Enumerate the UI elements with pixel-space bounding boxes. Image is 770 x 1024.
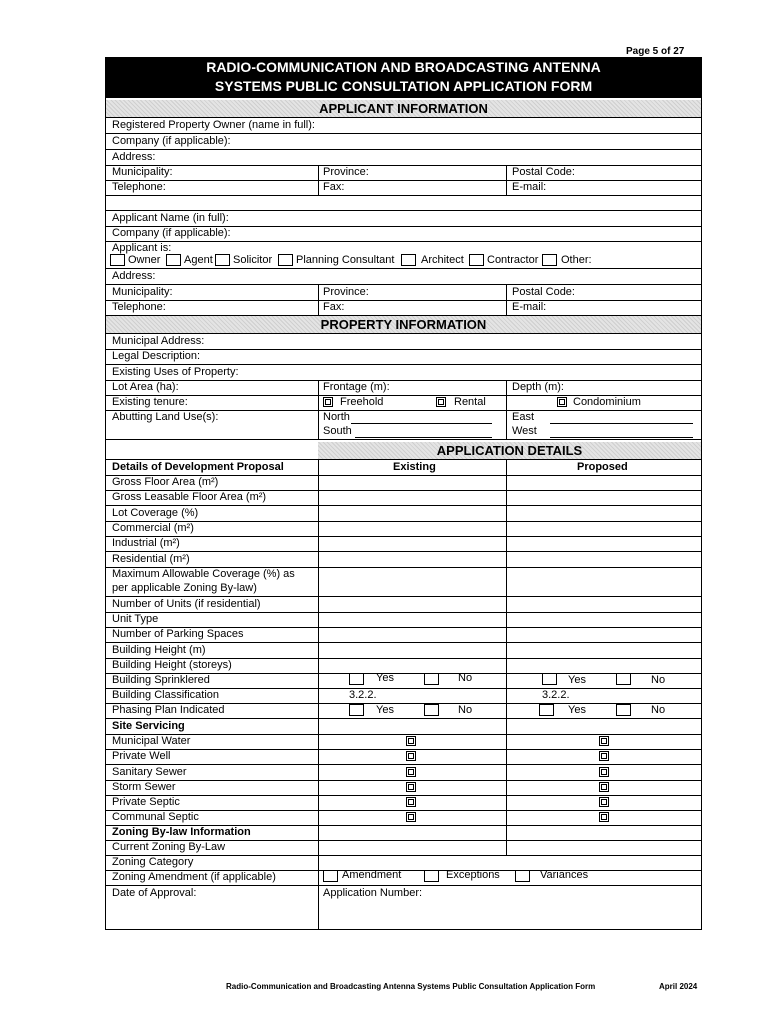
service-row: Private Well xyxy=(106,749,701,765)
proposed-private-septic-checkbox[interactable] xyxy=(599,797,609,807)
proposed-column-header: Proposed xyxy=(577,461,628,473)
date-of-approval-field[interactable]: Date of Approval: xyxy=(112,887,197,899)
proposed-storm-sewer-checkbox[interactable] xyxy=(599,782,609,792)
applicant-fax-field[interactable]: Fax: xyxy=(323,301,345,313)
lot-area-row xyxy=(106,380,701,396)
page-number: Page 5 of 27 xyxy=(626,46,685,57)
owner-address-field[interactable]: Address: xyxy=(106,150,701,166)
condominium-checkbox[interactable] xyxy=(557,397,567,407)
service-row: Sanitary Sewer xyxy=(106,765,701,781)
applicant-name-field[interactable]: Applicant Name (in full): xyxy=(106,211,701,227)
table-row[interactable]: Building Height (storeys) xyxy=(106,658,701,674)
rental-checkbox[interactable] xyxy=(436,397,446,407)
existing-sprinklered-no-checkbox[interactable] xyxy=(424,673,439,685)
footer-date: April 2024 xyxy=(659,982,698,991)
table-row[interactable]: Maximum Allowable Coverage (%) as per applicable Zoning By-law) xyxy=(106,567,701,597)
form-title-line1: RADIO-COMMUNICATION AND BROADCASTING ANTENNA xyxy=(206,59,601,75)
existing-sanitary-sewer-checkbox[interactable] xyxy=(406,767,416,777)
south-input[interactable] xyxy=(355,437,492,438)
agent-checkbox[interactable] xyxy=(166,254,181,266)
phasing-row: Phasing Plan Indicated Yes No Yes No xyxy=(106,703,701,719)
applicant-postal-field[interactable]: Postal Code: xyxy=(512,286,575,298)
table-row[interactable]: Building Height (m) xyxy=(106,643,701,659)
owner-municipality-row xyxy=(106,165,701,181)
applicant-municipality-field[interactable]: Municipality: xyxy=(112,286,173,298)
table-row[interactable]: Unit Type xyxy=(106,612,701,628)
details-header-row xyxy=(106,460,701,476)
applicant-company-field[interactable]: Company (if applicable): xyxy=(106,226,701,242)
existing-classification[interactable]: 3.2.2. xyxy=(349,689,377,701)
table-row[interactable]: Industrial (m²) xyxy=(106,536,701,552)
applicant-province-field[interactable]: Province: xyxy=(323,286,369,298)
applicant-telephone-row xyxy=(106,300,701,316)
architect-checkbox[interactable] xyxy=(401,254,416,266)
application-form xyxy=(105,97,702,930)
owner-municipality-field[interactable]: Municipality: xyxy=(112,166,173,178)
proposed-phasing-yes-checkbox[interactable] xyxy=(539,704,554,716)
existing-private-well-checkbox[interactable] xyxy=(406,751,416,761)
proposed-phasing-no-checkbox[interactable] xyxy=(616,704,631,716)
lot-area-field[interactable]: Lot Area (ha): xyxy=(112,381,179,393)
existing-municipal-water-checkbox[interactable] xyxy=(406,736,416,746)
footer-title: Radio-Communication and Broadcasting Antenna Systems Public Consultation Application Form xyxy=(226,982,596,991)
table-row[interactable]: Lot Coverage (%) xyxy=(106,506,701,522)
existing-sprinklered-yes-checkbox[interactable] xyxy=(349,673,364,685)
proposed-municipal-water-checkbox[interactable] xyxy=(599,736,609,746)
site-servicing-header: Site Servicing xyxy=(106,719,701,735)
application-number-field[interactable]: Application Number: xyxy=(323,887,423,899)
proposed-sprinklered-no-checkbox[interactable] xyxy=(616,673,631,685)
owner-telephone-row xyxy=(106,180,701,196)
service-row: Private Septic xyxy=(106,795,701,811)
owner-email-field[interactable]: E-mail: xyxy=(512,181,547,193)
current-zoning-row[interactable]: Current Zoning By-Law xyxy=(106,840,701,856)
table-row[interactable]: Gross Leasable Floor Area (m²) xyxy=(106,490,701,506)
contractor-checkbox[interactable] xyxy=(469,254,484,266)
north-input[interactable] xyxy=(351,423,492,424)
proposed-sprinklered-yes-checkbox[interactable] xyxy=(542,673,557,685)
blank-row xyxy=(106,196,701,211)
planning-consultant-checkbox[interactable] xyxy=(278,254,293,266)
proposed-classification[interactable]: 3.2.2. xyxy=(542,689,570,701)
solicitor-checkbox[interactable] xyxy=(215,254,230,266)
section-applicant-information: APPLICANT INFORMATION xyxy=(106,100,701,117)
sprinklered-row: Building Sprinklered Yes No Yes No xyxy=(106,673,701,689)
owner-telephone-field[interactable]: Telephone: xyxy=(112,181,166,193)
legal-description-field[interactable]: Legal Description: xyxy=(106,349,701,365)
applicant-is-row: Applicant is: Owner Agent Solicitor Planning Consultant Architect Contractor Other: xyxy=(106,241,701,269)
existing-storm-sewer-checkbox[interactable] xyxy=(406,782,416,792)
applicant-email-field[interactable]: E-mail: xyxy=(512,301,547,313)
table-row[interactable]: Number of Parking Spaces xyxy=(106,627,701,643)
exceptions-checkbox[interactable] xyxy=(424,870,439,882)
owner-checkbox[interactable] xyxy=(110,254,125,266)
form-title-line2: SYSTEMS PUBLIC CONSULTATION APPLICATION FORM xyxy=(214,78,593,94)
registered-owner-field[interactable]: Registered Property Owner (name in full): xyxy=(106,118,701,134)
municipal-address-field[interactable]: Municipal Address: xyxy=(106,334,701,350)
abutting-row: Abutting Land Use(s): North South East West xyxy=(106,411,701,440)
table-row[interactable]: Commercial (m²) xyxy=(106,521,701,537)
depth-field[interactable]: Depth (m): xyxy=(512,381,564,393)
existing-phasing-no-checkbox[interactable] xyxy=(424,704,439,716)
west-input[interactable] xyxy=(550,437,693,438)
service-row: Municipal Water xyxy=(106,734,701,750)
existing-communal-septic-checkbox[interactable] xyxy=(406,812,416,822)
service-row: Communal Septic xyxy=(106,810,701,826)
east-input[interactable] xyxy=(550,423,693,424)
table-row[interactable]: Residential (m²) xyxy=(106,552,701,568)
applicant-address-field[interactable]: Address: xyxy=(106,269,701,285)
applicant-municipality-row xyxy=(106,285,701,301)
zoning-header: Zoning By-law Information xyxy=(106,825,701,841)
zoning-amendment-row: Zoning Amendment (if applicable) Amendment Exceptions Variances xyxy=(106,870,701,886)
frontage-field[interactable]: Frontage (m): xyxy=(323,381,390,393)
amendment-checkbox[interactable] xyxy=(323,870,338,882)
form-title xyxy=(105,57,702,98)
section-application-details: APPLICATION DETAILS xyxy=(318,442,701,459)
existing-private-septic-checkbox[interactable] xyxy=(406,797,416,807)
other-checkbox[interactable] xyxy=(542,254,557,266)
existing-uses-field[interactable]: Existing Uses of Property: xyxy=(106,365,701,381)
freehold-checkbox[interactable] xyxy=(323,397,333,407)
owner-company-field[interactable]: Company (if applicable): xyxy=(106,134,701,150)
classification-row: Building Classification 3.2.2. 3.2.2. xyxy=(106,688,701,704)
tenure-row: Existing tenure: Freehold Rental Condominium xyxy=(106,395,701,411)
proposed-private-well-checkbox[interactable] xyxy=(599,751,609,761)
proposed-sanitary-sewer-checkbox[interactable] xyxy=(599,767,609,777)
existing-phasing-yes-checkbox[interactable] xyxy=(349,704,364,716)
service-row: Storm Sewer xyxy=(106,780,701,796)
table-row[interactable]: Gross Floor Area (m²) xyxy=(106,475,701,491)
existing-column-header: Existing xyxy=(393,461,436,473)
owner-fax-field[interactable]: Fax: xyxy=(323,181,345,193)
section-property-information: PROPERTY INFORMATION xyxy=(106,316,701,333)
owner-postal-field[interactable]: Postal Code: xyxy=(512,166,575,178)
owner-province-field[interactable]: Province: xyxy=(323,166,369,178)
variances-checkbox[interactable] xyxy=(515,870,530,882)
details-column-header: Details of Development Proposal xyxy=(112,461,284,473)
applicant-telephone-field[interactable]: Telephone: xyxy=(112,301,166,313)
zoning-category-row[interactable]: Zoning Category xyxy=(106,855,701,871)
proposed-communal-septic-checkbox[interactable] xyxy=(599,812,609,822)
table-row[interactable]: Number of Units (if residential) xyxy=(106,597,701,613)
